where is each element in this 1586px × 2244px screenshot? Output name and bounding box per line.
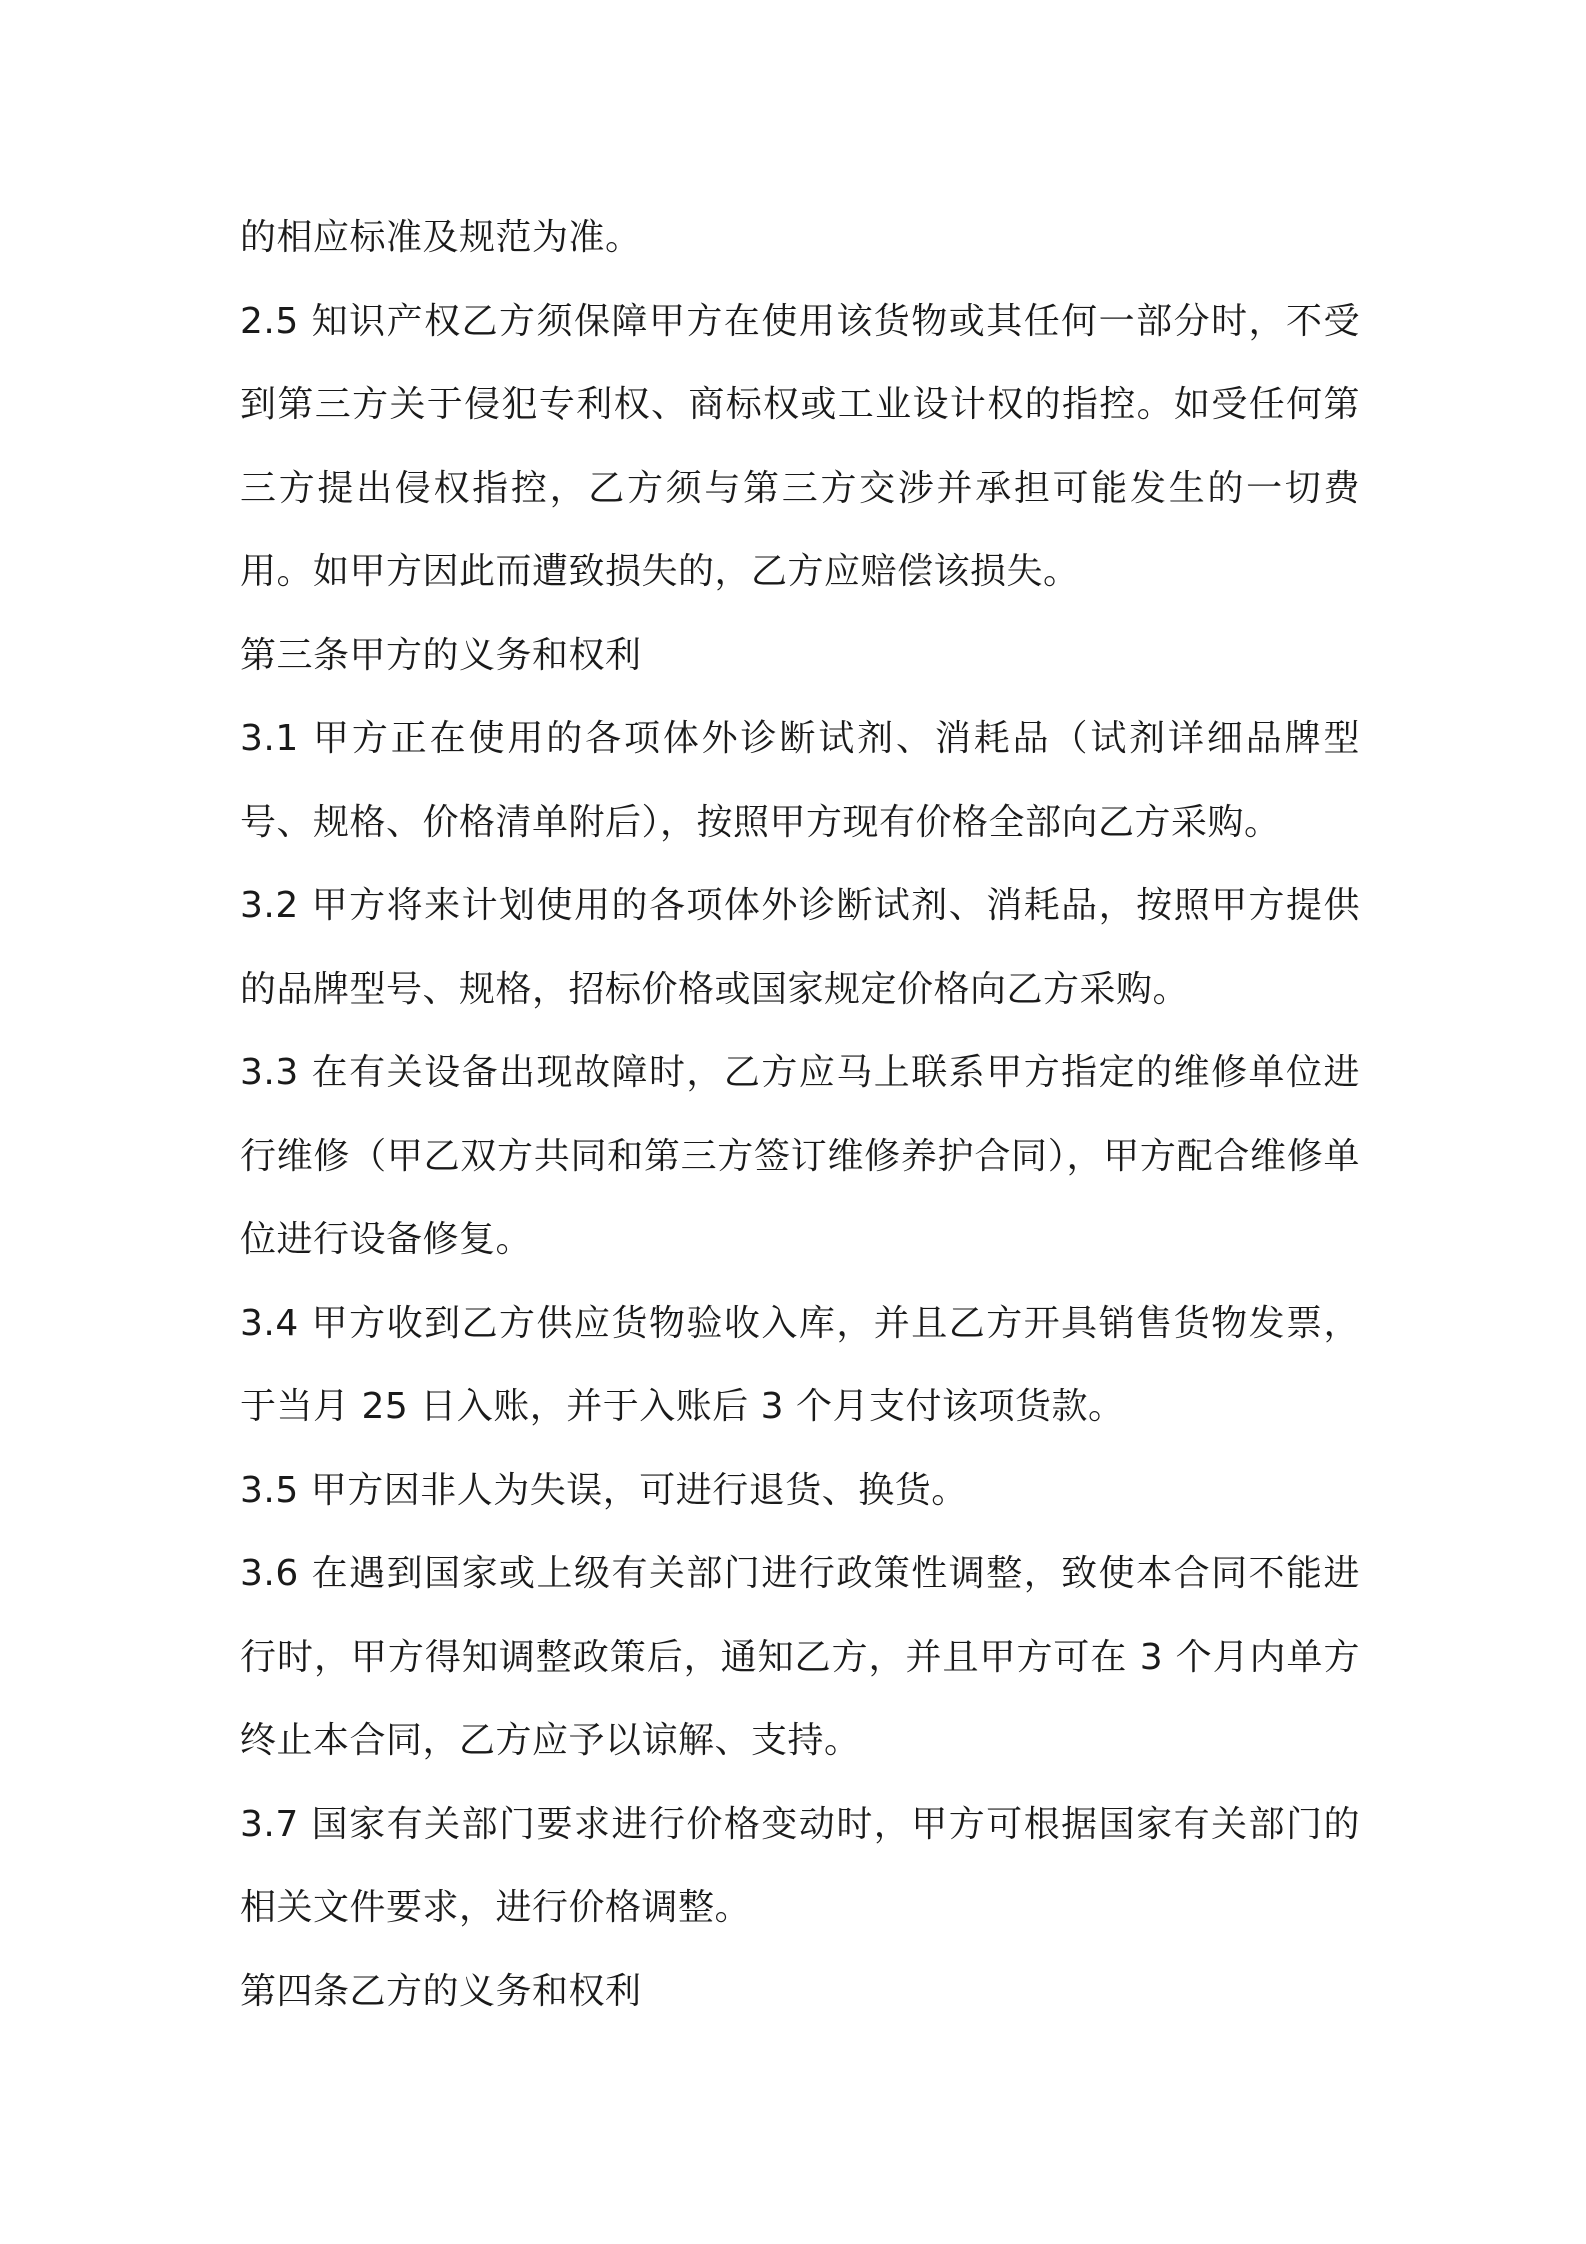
paragraph-3-7: 3.7 国家有关部门要求进行价格变动时，甲方可根据国家有关部门的相关文件要求，进行价格调整。 — [240, 1803, 1360, 1928]
section-heading-article-4: 第四条乙方的义务和权利 — [240, 1970, 642, 2012]
paragraph-2-5-intellectual-property: 2.5 知识产权乙方须保障甲方在使用该货物或其任何一部分时，不受到第三方关于侵犯专利权、商标权或工业设计权的指控。如受任何第三方提出侵权指控，乙方须与第三方交涉并承担可能发生的一切费用。如甲方因此而遭致损失的，乙方应赔偿该损失。 — [240, 300, 1360, 592]
paragraph-3-1: 3.1 甲方正在使用的各项体外诊断试剂、消耗品（试剂详细品牌型号、规格、价格清单附后），按照甲方现有价格全部向乙方采购。 — [240, 718, 1360, 843]
paragraph-3-5: 3.5 甲方因非人为失误，可进行退货、换货。 — [240, 1469, 968, 1511]
section-heading-article-3: 第三条甲方的义务和权利 — [240, 634, 642, 676]
paragraph-3-6: 3.6 在遇到国家或上级有关部门进行政策性调整，致使本合同不能进行时，甲方得知调整政策后，通知乙方，并且甲方可在 3 个月内单方终止本合同，乙方应予以谅解、支持。 — [240, 1553, 1360, 1761]
paragraph-standards-continuation: 的相应标准及规范为准。 — [240, 217, 642, 258]
paragraph-3-2: 3.2 甲方将来计划使用的各项体外诊断试剂、消耗品，按照甲方提供的品牌型号、规格，招标价格或国家规定价格向乙方采购。 — [240, 885, 1360, 1010]
paragraph-3-3: 3.3 在有关设备出现故障时，乙方应马上联系甲方指定的维修单位进行维修（甲乙双方共同和第三方签订维修养护合同），甲方配合维修单位进行设备修复。 — [240, 1052, 1360, 1260]
paragraph-3-4: 3.4 甲方收到乙方供应货物验收入库，并且乙方开具销售货物发票，于当月 25 日入账，并于入账后 3 个月支付该项货款。 — [240, 1302, 1360, 1427]
document-body — [240, 196, 1360, 2033]
